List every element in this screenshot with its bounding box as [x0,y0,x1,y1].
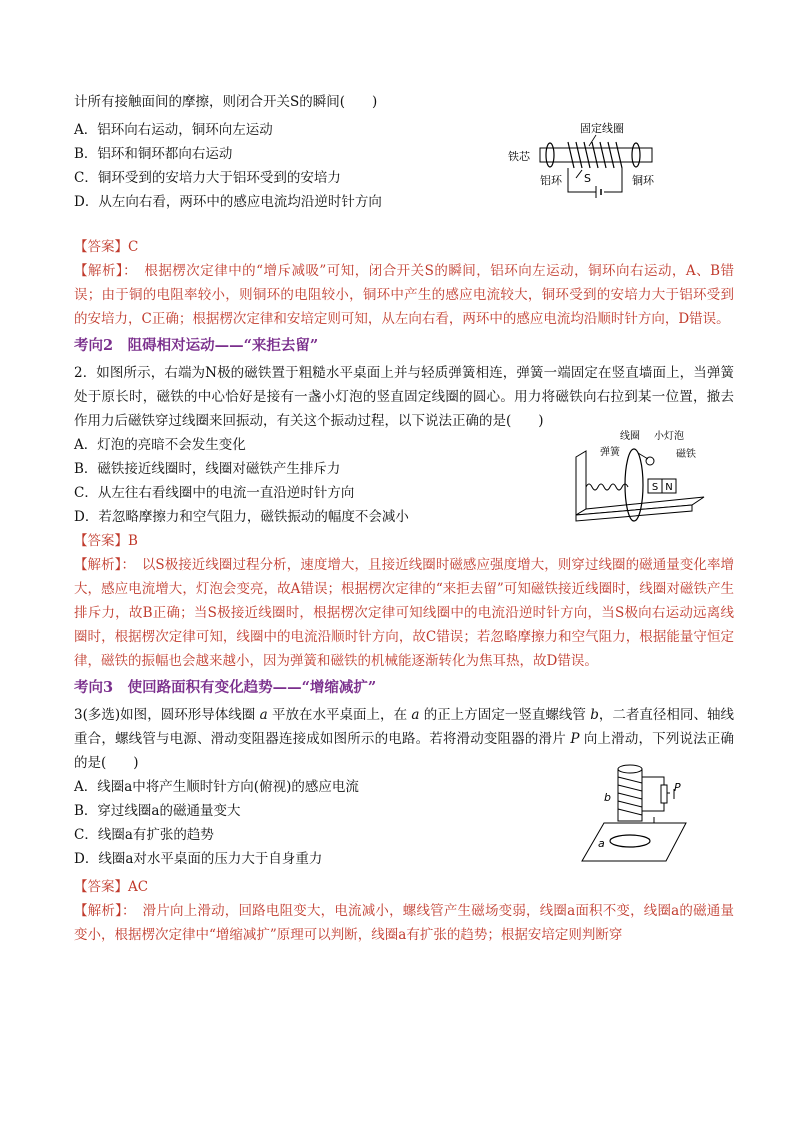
q1-stem: 计所有接触面间的摩擦，则闭合开关S的瞬间( ) [74,94,378,110]
q3-figure [574,761,704,871]
q3-label-a: a [598,837,605,850]
q1-figure [504,120,664,210]
q1-option-c: C．铜环受到的安培力大于铝环受到的安培力 [74,170,341,186]
q3-option-d: D．线圈a对水平桌面的压力大于自身重力 [74,851,323,867]
q2-figure [564,427,734,537]
q3-stem: 3(多选)如图，圆环形导体线圈 a 平放在水平桌面上，在 a 的正上方固定一竖直螺线管 b，二者直径相同、轴线重合，螺线管与电源、滑动变阻器连接成如图所示的电路。若将滑动变阻器的滑片 P 向上滑动，下列说法正确的是( ) [74,707,734,771]
q1-label-switch: S [584,172,591,185]
q2-pole-n: N [665,482,673,493]
q2-label-coil: 线圈 [620,431,640,442]
q1-label-core: 铁芯 [508,150,530,163]
q1-option-b: B．铝环和铜环都向右运动 [74,146,233,162]
q3-label-p: P [674,781,681,794]
q1-label-coil: 固定线圈 [580,122,624,135]
q3-label-b: b [604,791,611,804]
question-2-options [74,433,734,529]
q1-answer: 【答案】C [74,239,139,255]
q2-option-a: A．灯泡的亮暗不会发生变化 [74,437,246,453]
q2-label-spring: 弹簧 [600,447,620,458]
q3-option-b: B．穿过线圈a的磁通量变大 [74,803,241,819]
q2-label-magnet: 磁铁 [676,449,696,460]
q1-option-d: D．从左向右看，两环中的感应电流均沿逆时针方向 [74,194,382,210]
question-3-options [74,775,734,875]
q3-analysis: 【解析】： 滑片向上滑动，回路电阻变大，电流减小，螺线管产生磁场变弱，线圈a面积不变，线圈a的磁通量变小，根据楞次定律中“增缩减扩”原理可以判断，线圈a有扩张的趋势；根据安培定则判断穿 [74,903,734,943]
q2-option-b: B．磁铁接近线圈时，线圈对磁铁产生排斥力 [74,461,341,477]
q2-analysis: 【解析】： 以S极接近线圈过程分析，速度增大，且接近线圈时磁感应强度增大，则穿过线圈的磁通量变化率增大，感应电流增大，灯泡会变亮，故A错误；根据楞次定律的“来拒去留”可知磁铁接近线圈时，线圈对磁铁产生排斥力，故B正确；当S极接近线圈时，根据楞次定律可知线圈中的电流沿逆时针方向，当S极向右运动远离线圈时，根据楞次定律可知，线圈中的电流沿顺时针方向，故C错误；若忽略摩擦力和空气阻力，根据能量守恒定律，磁铁的振幅也会越来越小，因为弹簧和磁铁的机械能逐渐转化为焦耳热，故D错误。 [74,557,734,669]
q3-option-c: C．线圈a有扩张的趋势 [74,827,214,843]
q3-answer: 【答案】AC [74,879,149,895]
q2-answer: 【答案】B [74,533,138,549]
q1-label-al: 铝环 [540,174,562,187]
question-1 [74,90,734,235]
q2-label-bulb: 小灯泡 [654,431,684,442]
q2-option-d: D．若忽略摩擦力和空气阻力，磁铁振动的幅度不会减小 [74,509,409,525]
q1-label-cu: 铜环 [632,174,654,187]
heading-2: 考向2 阻碍相对运动——“来拒去留” [74,337,319,354]
q2-option-c: C．从左往右看线圈中的电流一直沿逆时针方向 [74,485,355,501]
q2-pole-s: S [651,482,659,493]
q1-analysis: 【解析】： 根据楞次定律中的“增斥减吸”可知，闭合开关S的瞬间，铝环向左运动，铜环向右运动，A、B错误；由于铜的电阻率较小，则铜环的电阻较小，铜环中产生的感应电流较大，铜环受到的安培力大于铝环受到的安培力，C正确；根据楞次定律和安培定则可知，从左向右看，两环中的感应电流均沿顺时针方向，D错误。 [74,263,734,327]
q3-option-a: A．线圈a中将产生顺时针方向(俯视)的感应电流 [74,779,359,795]
q1-option-a: A．铝环向右运动，铜环向左运动 [74,122,273,138]
heading-3: 考向3 使回路面积有变化趋势——“增缩减扩” [74,679,377,696]
q2-stem: 2．如图所示，右端为N极的磁铁置于粗糙水平桌面上并与轻质弹簧相连，弹簧一端固定在竖直墙面上，当弹簧处于原长时，磁铁的中心恰好是接有一盏小灯泡的竖直固定线圈的圆心。用力将磁铁向右拉到某一位置，撤去作用力后磁铁穿过线圈来回振动，有关这个振动过程，以下说法正确的是( ) [74,365,734,429]
document-page [74,90,734,947]
